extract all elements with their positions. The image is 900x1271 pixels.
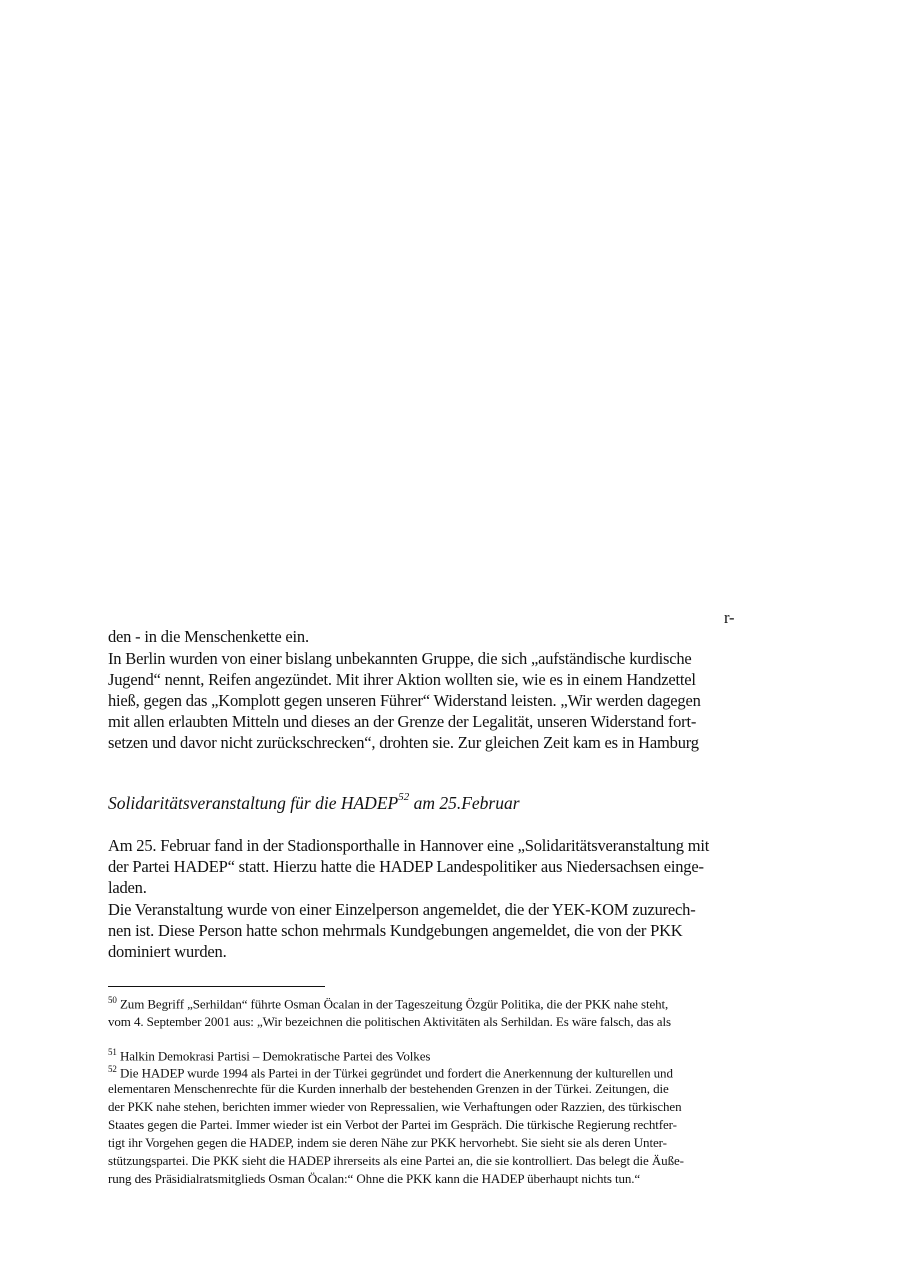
body-line: hieß, gegen das „Komplott gegen unseren Führer“ Widerstand leisten. „Wir werden dagegen [108,691,701,710]
footnote-line: $^{50}$ Zum Begriff „Serhildan“ führte Osman Öcalan in der Tageszeitung Özgür Politika, die der PKK nahe steht, [108,995,669,1012]
footnote-line: vom 4. September 2001 aus: „Wir bezeichnen die politischen Aktivitäten als Serhildan. Es wäre falsch, das als [108,1014,671,1029]
footnote-number: 52 [108,1064,117,1074]
body-line: In Berlin wurden von einer bislang unbekannten Gruppe, die sich „aufständische kurdische [108,649,692,668]
heading-text: Solidaritätsveranstaltung für die HADEP [108,793,399,813]
footnote-line: stützungspartei. Die PKK sieht die HADEP ihrerseits als eine Partei an, die sie kontrolliert. Das belegt die Äuße- [108,1153,684,1168]
body-line: den - in die Menschenkette ein. [108,627,309,646]
body-line: der Partei HADEP“ statt. Hierzu hatte die HADEP Landespolitiker aus Niedersachsen einge- [108,857,704,876]
footnote-line: rung des Präsidialratsmitglieds Osman Öcalan:“ Ohne die PKK kann die HADEP überhaupt nichts tun.“ [108,1171,641,1186]
footnote-line: $^{51}$ Halkin Demokrasi Partisi – Demokratische Partei des Volkes [108,1047,431,1064]
footnote-number: 50 [108,995,117,1005]
footnote-line: elementaren Menschenrechte für die Kurden innerhalb der bestehenden Grenzen in der Türkei. Zeitungen, die [108,1081,669,1096]
heading-date: am 25.Februar [409,793,520,813]
body-line: setzen und davor nicht zurückschrecken“, drohten sie. Zur gleichen Zeit kam es in Hamburg [108,733,699,752]
body-line: Am 25. Februar fand in der Stadionsporthalle in Hannover eine „Solidaritätsveranstaltung mit [108,836,710,855]
hyphen-fragment: r- [724,608,735,627]
body-line: Jugend“ nennt, Reifen angezündet. Mit ihrer Aktion wollten sie, wie es in einem Handzettel [108,670,696,689]
section-heading [108,793,520,814]
body-line: mit allen erlaubten Mitteln und dieses an der Grenze der Legalität, unseren Widerstand fort- [108,712,697,731]
body-line: Die Veranstaltung wurde von einer Einzelperson angemeldet, die der YEK-KOM zuzurech- [108,900,696,919]
footnote-line: $^{52}$ Die HADEP wurde 1994 als Partei in der Türkei gegründet und fordert die Anerkennung der kulturellen und [108,1064,673,1081]
body-line: laden. [108,878,147,897]
footnote-separator [108,986,325,987]
footnote-line: tigt ihr Vorgehen gegen die HADEP, indem sie deren Nähe zur PKK hervorhebt. Sie sieht sie als deren Unter- [108,1135,667,1150]
body-line: nen ist. Diese Person hatte schon mehrmals Kundgebungen angemeldet, die von der PKK [108,921,683,940]
footnote-number: 51 [108,1047,117,1057]
footnote-line: Staates gegen die Partei. Immer wieder ist ein Verbot der Partei im Gespräch. Die türkische Regierung rechtfer- [108,1117,677,1132]
footnote-ref[interactable]: 52 [398,791,410,804]
footnote-line: der PKK nahe stehen, berichten immer wieder von Repressalien, wie Verhaftungen oder Razzien, des türkischen [108,1099,682,1114]
body-line: dominiert wurden. [108,942,227,961]
